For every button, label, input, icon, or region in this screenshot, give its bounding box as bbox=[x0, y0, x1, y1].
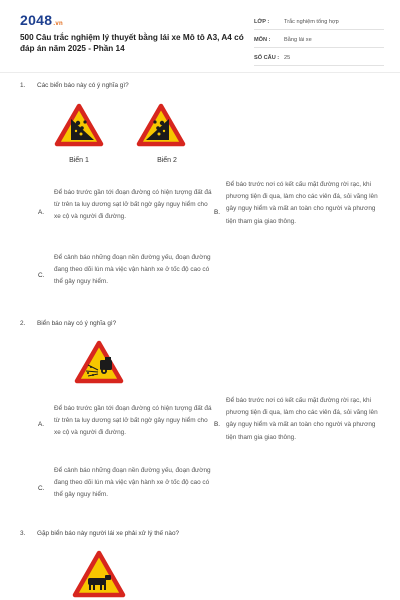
question-1-text bbox=[20, 82, 129, 89]
meta-row-count bbox=[254, 50, 384, 66]
flying-gravel-sign-icon bbox=[74, 340, 124, 384]
meta-row-class bbox=[254, 14, 384, 30]
logo-main: 2048 bbox=[20, 12, 53, 28]
option-letter: C. bbox=[38, 485, 45, 492]
meta-label: LỚP : bbox=[254, 18, 270, 25]
option-a-text[interactable]: Để báo trước gần tới đoạn đường có hiện tượng đất đá từ trên ta luy dương sạt lở bất ngờ gây nguy hiểm cho xe cộ và người đi đường. bbox=[54, 189, 212, 221]
document-meta bbox=[254, 14, 384, 68]
document-title: 500 Câu trắc nghiệm lý thuyết bằng lái xe Mô tô A3, A4 có đáp án năm 2025 - Phần 14 bbox=[20, 33, 244, 53]
question-prompt: Các biển báo này có ý nghĩa gì? bbox=[37, 82, 129, 89]
meta-value: Trắc nghiệm tổng hợp bbox=[284, 18, 339, 25]
option-letter: B. bbox=[214, 421, 221, 428]
question-prompt: Biển báo này có ý nghĩa gì? bbox=[37, 320, 117, 327]
page-header bbox=[0, 0, 400, 72]
question-3-text bbox=[20, 530, 179, 537]
option-c-text[interactable]: Để cảnh báo những đoạn nền đường yếu, đoạn đường đang theo dõi lún mà việc vận hành xe ở tốc độ cao có thể gây nguy hiểm. bbox=[54, 467, 211, 499]
meta-value: Bằng lái xe bbox=[284, 36, 312, 43]
question-number: 2. bbox=[20, 320, 26, 327]
option-letter: C. bbox=[38, 272, 45, 279]
sign-caption: Biển 2 bbox=[157, 157, 177, 164]
meta-row-subject bbox=[254, 32, 384, 48]
meta-value: 25 bbox=[284, 54, 291, 61]
question-prompt: Gặp biển báo này người lái xe phải xử lý thế nào? bbox=[37, 530, 180, 537]
question-2-text bbox=[20, 320, 116, 327]
meta-label: SỐ CÂU : bbox=[254, 54, 280, 61]
question-number: 1. bbox=[20, 82, 26, 89]
option-c-text[interactable]: Để cảnh báo những đoạn nền đường yếu, đoạn đường đang theo dõi lún mà việc vận hành xe ở tốc độ cao có thể gây nguy hiểm. bbox=[54, 254, 211, 286]
option-b-text[interactable]: Để báo trước nơi có kết cấu mặt đường rời rạc, khi phương tiện đi qua, làm cho các viên đá, sỏi văng lên gây nguy hiểm và mất an toàn cho người và phương tiện tham gia giao thông. bbox=[226, 397, 378, 441]
option-a-text[interactable]: Để báo trước gần tới đoạn đường có hiện tượng đất đá từ trên ta luy dương sạt lở bất ngờ gây nguy hiểm cho xe cộ và người đi đường. bbox=[54, 405, 212, 437]
falling-rocks-right-sign-icon bbox=[136, 103, 186, 147]
sign-caption: Biển 1 bbox=[69, 157, 89, 164]
cattle-crossing-sign-icon bbox=[72, 550, 126, 598]
option-letter: A. bbox=[38, 209, 45, 216]
question-number: 3. bbox=[20, 530, 26, 537]
logo-suffix: .vn bbox=[53, 21, 63, 27]
site-logo[interactable] bbox=[20, 12, 63, 28]
option-letter: B. bbox=[214, 209, 221, 216]
meta-label: MÔN : bbox=[254, 36, 271, 43]
falling-rocks-left-sign-icon bbox=[54, 103, 104, 147]
option-letter: A. bbox=[38, 421, 45, 428]
header-divider bbox=[0, 72, 400, 73]
option-b-text[interactable]: Để báo trước nơi có kết cấu mặt đường rời rạc, khi phương tiện đi qua, làm cho các viên đá, sỏi văng lên gây nguy hiểm và mất an toàn cho người và phương tiện tham gia giao thông. bbox=[226, 181, 378, 225]
